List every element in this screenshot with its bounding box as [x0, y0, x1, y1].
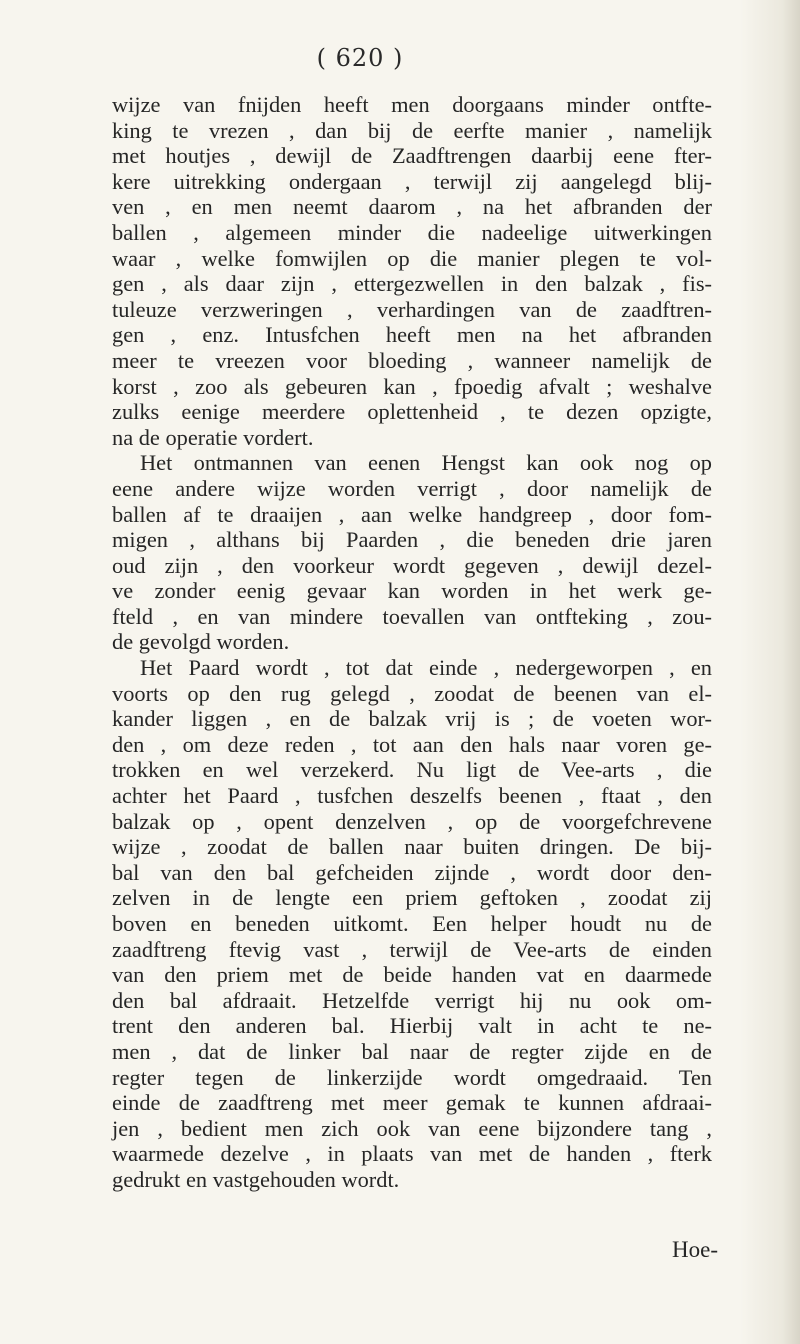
catchword: Hoe- [672, 1237, 718, 1262]
body-text [112, 92, 712, 1193]
text-line: oud zijn , den voorkeur wordt gegeven , dewijl dezel- [112, 552, 712, 578]
text-line: korst , zoo als gebeuren kan , fpoedig afvalt ; weshalve [112, 373, 712, 399]
text-line: trent den anderen bal. Hierbij valt in acht te ne- [112, 1013, 712, 1039]
text-line: voorts op den rug gelegd , zoodat de beenen van el- [112, 680, 712, 706]
text-line: balzak op , opent denzelven , op de voorgefchrevene [112, 808, 712, 834]
text-line: zelven in de lengte een priem geftoken , zoodat zij [112, 885, 712, 911]
text-line: trokken en wel verzekerd. Nu ligt de Vee-arts , die [112, 757, 712, 783]
text-line: wijze , zoodat de ballen naar buiten dringen. De bij- [112, 834, 712, 860]
text-line: met houtjes , dewijl de Zaadftrengen daarbij eene fter- [112, 143, 712, 169]
text-line: king te vrezen , dan bij de eerfte manier , namelijk [112, 117, 712, 143]
text-line: fteld , en van mindere toevallen van ontfteking , zou- [112, 603, 712, 629]
text-line: kander liggen , en de balzak vrij is ; de voeten wor- [112, 706, 712, 732]
page-number: ( 620 ) [316, 44, 404, 72]
text-line: boven en beneden uitkomt. Een helper houdt nu de [112, 911, 712, 936]
text-line: jen , bedient men zich ook van eene bijzondere tang , [112, 1115, 712, 1141]
text-line: migen , althans bij Paarden , die beneden drie jaren [112, 527, 712, 553]
text-line: achter het Paard , tusfchen deszelfs beenen , ftaat , den [112, 783, 712, 809]
text-line: bal van den bal gefcheiden zijnde , wordt door den- [112, 859, 712, 885]
text-line: den , om deze reden , tot aan den hals naar voren ge- [112, 731, 712, 757]
text-line: gen , als daar zijn , ettergezwellen in den balzak , fis- [112, 271, 712, 297]
text-line: tuleuze verzweringen , verhardingen van de zaadftren- [112, 296, 712, 322]
text-line: waarmede dezelve , in plaats van met de handen , fterk [112, 1141, 712, 1167]
text-line: Het Paard wordt , tot dat einde , nedergeworpen , en [140, 655, 712, 681]
text-line: ballen , algemeen minder die nadeelige uitwerkingen [112, 219, 712, 245]
text-line: waar , welke fomwijlen op die manier plegen te vol- [112, 245, 712, 271]
text-line: regter tegen de linkerzijde wordt omgedraaid. Ten [112, 1064, 712, 1090]
text-line: na de operatie vordert. [112, 424, 314, 450]
text-line: kere uitrekking ondergaan , terwijl zij aangelegd blij- [112, 168, 712, 194]
text-line: einde de zaadftreng met meer gemak te kunnen afdraai- [112, 1090, 712, 1116]
text-line: ballen af te draaijen , aan welke handgreep , door fom- [112, 501, 712, 527]
text-line: gedrukt en vastgehouden wordt. [112, 1166, 400, 1192]
text-line: eene andere wijze worden verrigt , door namelijk de [112, 475, 712, 501]
text-line: men , dat de linker bal naar de regter zijde en de [112, 1038, 712, 1064]
text-line: ven , en men neemt daarom , na het afbranden der [112, 194, 712, 220]
page-edge-shadow [740, 0, 800, 1344]
text-line: zaadftreng ftevig vast , terwijl de Vee-arts de einden [112, 936, 712, 962]
text-line: de gevolgd worden. [112, 629, 290, 655]
text-line: den bal afdraait. Hetzelfde verrigt hij nu ook om- [112, 987, 712, 1013]
text-line: gen , enz. Intusfchen heeft men na het afbranden [112, 322, 712, 348]
text-line: van den priem met de beide handen vat en daarmede [112, 962, 712, 988]
text-line: ve zonder eenig gevaar kan worden in het werk ge- [112, 578, 712, 604]
text-line: Het ontmannen van eenen Hengst kan ook nog op [140, 450, 712, 476]
text-line: meer te vreezen voor bloeding , wanneer namelijk de [112, 347, 712, 373]
text-line: zulks eenige meerdere oplettenheid , te dezen opzigte, [112, 399, 712, 425]
text-line: wijze van fnijden heeft men doorgaans minder ontfte- [112, 92, 712, 117]
